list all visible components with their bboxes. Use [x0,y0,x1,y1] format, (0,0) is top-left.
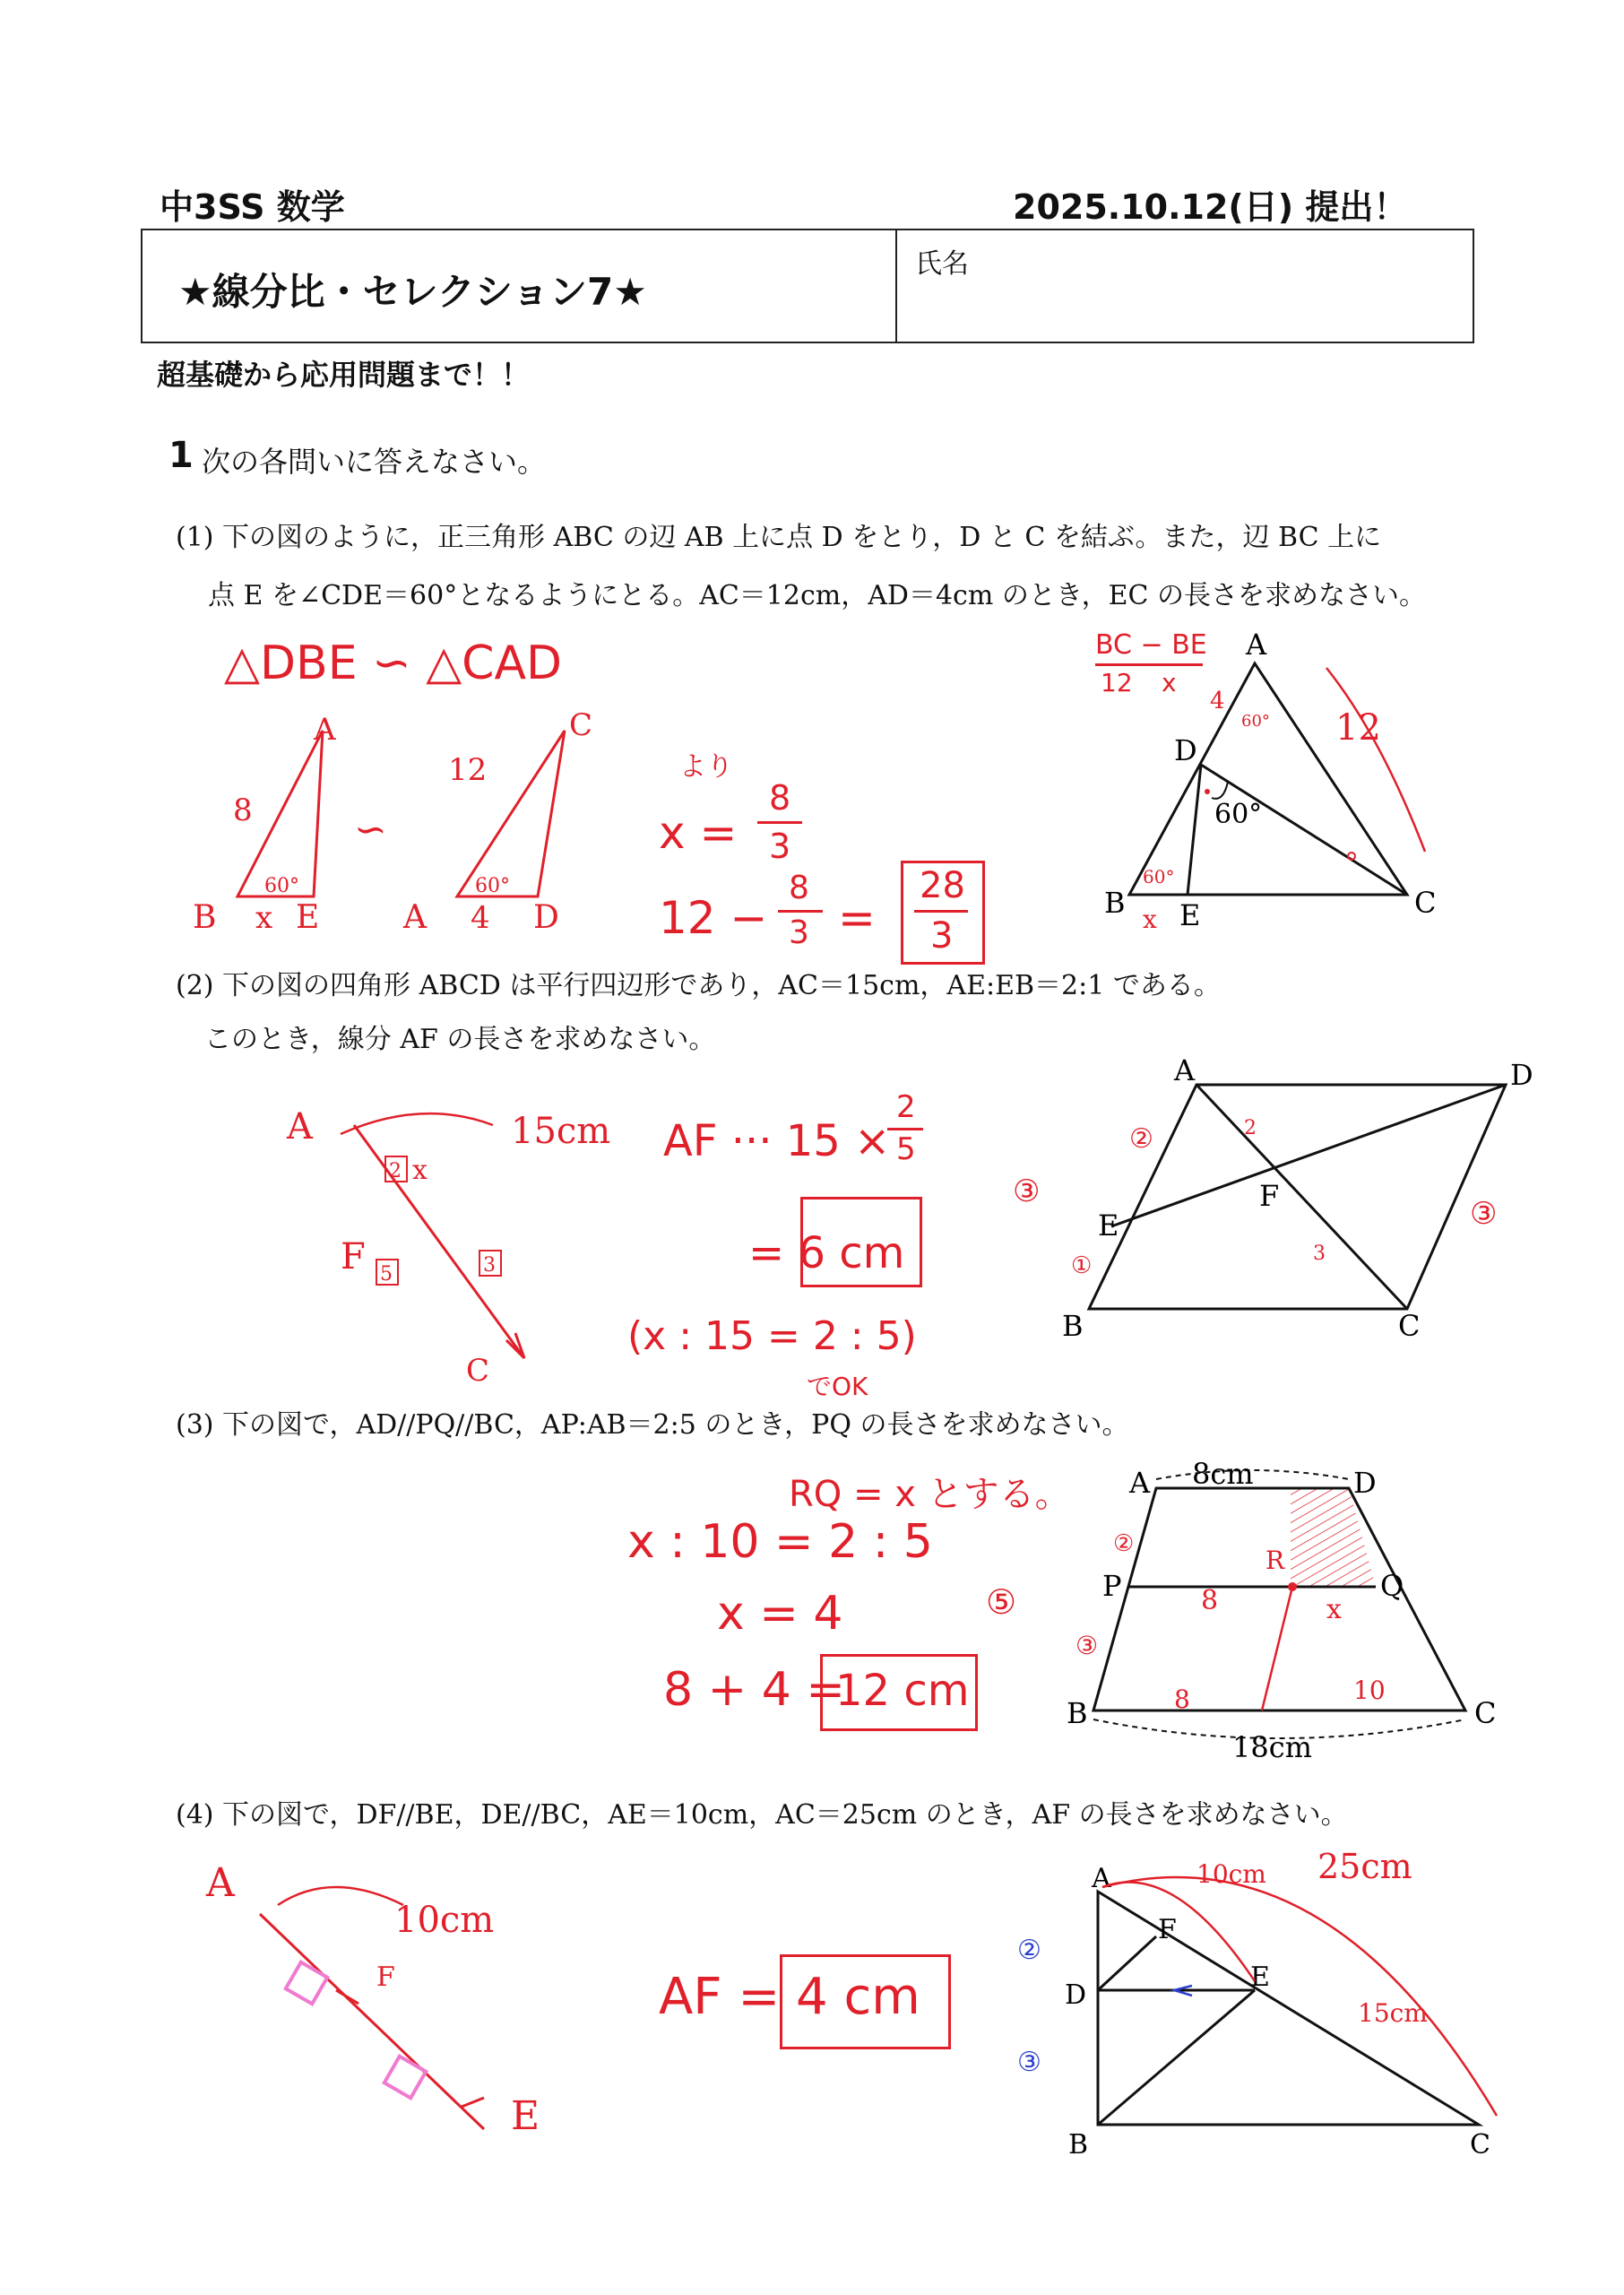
q1-label-d: D [1174,733,1197,767]
q4-label-d: D [1065,1979,1087,2011]
q1-calc-den: 3 [789,914,809,951]
q3-figure [986,1457,1524,1775]
q1-h-a: A [403,899,427,936]
q4-mark-10: 10cm [1196,1859,1266,1889]
q4-mark-15: 15cm [1358,1998,1428,2028]
q1-answer-bar [914,910,968,913]
q2-h-f: F [341,1236,366,1277]
q4-h-f: F [376,1962,395,1993]
q1-calc-bar [778,910,823,913]
q2-figure [1013,1053,1559,1354]
title-box [141,229,1474,343]
q3-setup: RQ = x とする。 [789,1474,1071,1515]
q2-hand-diagram [287,1098,663,1389]
q1-ratio-den2: x [1162,668,1177,697]
q1-yori: より [679,751,733,783]
q2-label-f: F [1259,1179,1280,1213]
q2-line1: 下の図の四角形 ABCD は平行四辺形であり，AC＝15cm，AE:EB＝2:1 である。 [222,970,1221,1001]
q1-h-d1: A [314,712,336,748]
q2-answer-box [800,1197,922,1287]
q1-label-b: B [1104,886,1126,920]
q2-label-d: D [1510,1058,1533,1092]
q2-mark-2: ② [1129,1123,1153,1155]
q4-answer-box [780,1954,951,2049]
q3-label-top: 8cm [1192,1457,1254,1491]
q1-mark-a60: 60° [1241,712,1270,731]
q1-h-e: E [296,899,320,936]
subtitle: 超基礎から応用問題まで！！ [157,358,531,392]
q4-mark-25: 25cm [1317,1847,1412,1886]
q3-mark-3: ③ [1075,1631,1099,1660]
q2-mark-3right: ③ [1470,1196,1498,1232]
q3-label-b: B [1067,1696,1088,1730]
q2-h-box3: 3 [483,1254,496,1277]
q1-h-c: C [569,707,593,743]
q1-angle-label: 60° [1214,799,1263,830]
q1-h-8: 8 [233,792,253,828]
q1-h-d2: D [533,899,559,936]
q1-h-sim: ∽ [354,807,387,853]
q1-calc-num: 8 [789,870,809,906]
q1-mark-ad: 4 [1210,688,1225,714]
q3-mark-5: ⑤ [986,1582,1017,1622]
section-number: 1 [168,435,194,476]
q3-mark-10: 10 [1353,1676,1386,1705]
q2-mark-small3: 3 [1313,1243,1326,1265]
q3-eq2: x = 4 [717,1587,843,1641]
q3-mark-x: x [1326,1594,1342,1625]
q4-label-a: A [1092,1863,1111,1894]
q4-h-e: E [511,2093,540,2139]
q2-h-box5: 5 [380,1263,393,1286]
q4-number: (4) [176,1799,214,1831]
q4-mark-2: ② [1017,1935,1041,1966]
q1-text [176,515,1381,560]
q2-label-e: E [1098,1208,1119,1243]
q2-line2: このとき，線分 AF の長さを求めなさい。 [204,1024,716,1055]
q2-h-box2: 2 [389,1160,402,1182]
q3-label-p: P [1102,1569,1122,1603]
q4-line1: 下の図で，DF//BE，DE//BC，AE＝10cm，AC＝25cm のとき，AF の長さを求めなさい。 [222,1799,1348,1831]
q3-mark-2: ② [1113,1530,1135,1557]
q1-x-den: 3 [769,827,791,866]
q4-label-c: C [1470,2129,1490,2161]
q1-equals: = [838,892,876,944]
q3-eq3: 8 + 4 = [663,1663,845,1717]
title-divider [895,230,897,342]
q1-line1: 下の図のように，正三角形 ABC の辺 AB 上に点 D をとり，D と C を結ぶ。また，辺 BC 上に [222,522,1382,553]
q1-h-x: x [255,900,273,936]
q1-answer-den: 3 [930,915,954,957]
q1-hand-diagram [179,708,645,950]
q1-h-4: 4 [471,900,490,936]
q2-alt: (x : 15 = 2 : 5) [627,1313,917,1359]
q4-label-b: B [1068,2129,1089,2161]
q2-text [176,964,1221,1009]
q4-hand-diagram [188,1860,583,2147]
q2-h-15cm: 15cm [511,1111,611,1152]
q2-answer: = 6 cm [748,1228,905,1278]
q3-eq1: x : 10 = 2 : 5 [627,1515,933,1569]
q1-number: (1) [176,522,214,553]
q1-ratio-den: 12 [1101,668,1133,697]
q1-label-e: E [1179,898,1201,932]
q2-label-b: B [1062,1309,1084,1343]
q1-calc: 12 − [659,892,768,944]
worksheet-title: ★線分比・セレクション7★ [178,270,647,314]
q3-number: (3) [176,1409,214,1441]
q2-mark-3left: ③ [1013,1173,1041,1209]
q2-label-c: C [1398,1309,1421,1343]
q3-label-bottom: 18cm [1232,1730,1312,1764]
q2-h-c: C [466,1353,490,1389]
q1-mark-x: x [1143,905,1157,934]
q4-text [176,1793,1348,1838]
q1-answer-box [901,861,985,965]
q1-ratio-bar [1095,663,1203,666]
q1-label-a: A [1246,628,1267,662]
q3-label-a: A [1129,1466,1151,1500]
q2-number: (2) [176,970,214,1001]
q1-h-60a: 60° [264,875,299,897]
q2-h-a: A [287,1106,313,1148]
q1-mark-ac: 12 [1335,707,1381,749]
q4-label-f: F [1158,1914,1177,1945]
q1-line2: 点 E を∠CDE＝60°となるようにとる。AC＝12cm，AD＝4cm のとき，EC の長さを求めなさい。 [208,580,1427,611]
q2-mark-1: ① [1071,1252,1093,1279]
q1-x-eq: x = [659,807,738,859]
q3-mark-8b: 8 [1174,1684,1190,1714]
q3-mark-8a: 8 [1201,1585,1219,1616]
q3-text [176,1403,1128,1448]
q1-similar: △DBE ∽ △CAD [224,637,563,690]
q3-line1: 下の図で，AD//PQ//BC，AP:AB＝2:5 のとき，PQ の長さを求めなさい。 [222,1409,1129,1441]
q3-answer: 12 cm [835,1666,970,1716]
q4-mark-3: ③ [1017,2047,1041,2078]
q2-label-a: A [1174,1053,1196,1087]
q3-answer-box [820,1654,978,1731]
q1-answer-num: 28 [920,865,965,906]
q2-h-x: x [412,1155,428,1186]
name-label: 氏名 [915,248,969,280]
q1-h-12: 12 [448,752,488,788]
q2-frac-den: 5 [896,1131,916,1167]
q1-label-c: C [1414,886,1437,920]
q1-mark-b60: 60° [1143,866,1175,888]
section-instruction: 次の各問いに答えなさい。 [202,445,547,479]
q4-answer: AF = 4 cm [659,1968,920,2026]
q4-label-e: E [1250,1962,1270,1993]
q3-label-q: Q [1380,1569,1404,1603]
q2-ok: でOK [807,1372,868,1401]
q3-label-c: C [1474,1696,1497,1730]
q4-figure [1017,1847,1524,2169]
q1-h-b: B [193,899,217,936]
q2-formula: AF ··· 15 × [663,1116,891,1166]
q4-h-10cm: 10cm [394,1900,495,1941]
q1-h-60b: 60° [475,875,510,897]
course-label: 中3SS 数学 [160,187,345,227]
q1-ratio: BC − BE [1095,629,1207,661]
q3-mark-r: R [1266,1546,1285,1575]
q3-label-d: D [1353,1466,1377,1500]
q1-x-num: 8 [769,778,791,818]
due-date: 2025.10.12(日) 提出！ [1013,187,1408,227]
q2-frac-num: 2 [896,1089,916,1125]
q1-x-bar [757,821,802,824]
q4-h-a: A [206,1860,235,1906]
q2-frac-bar [887,1128,923,1130]
q2-mark-small2: 2 [1244,1117,1257,1139]
